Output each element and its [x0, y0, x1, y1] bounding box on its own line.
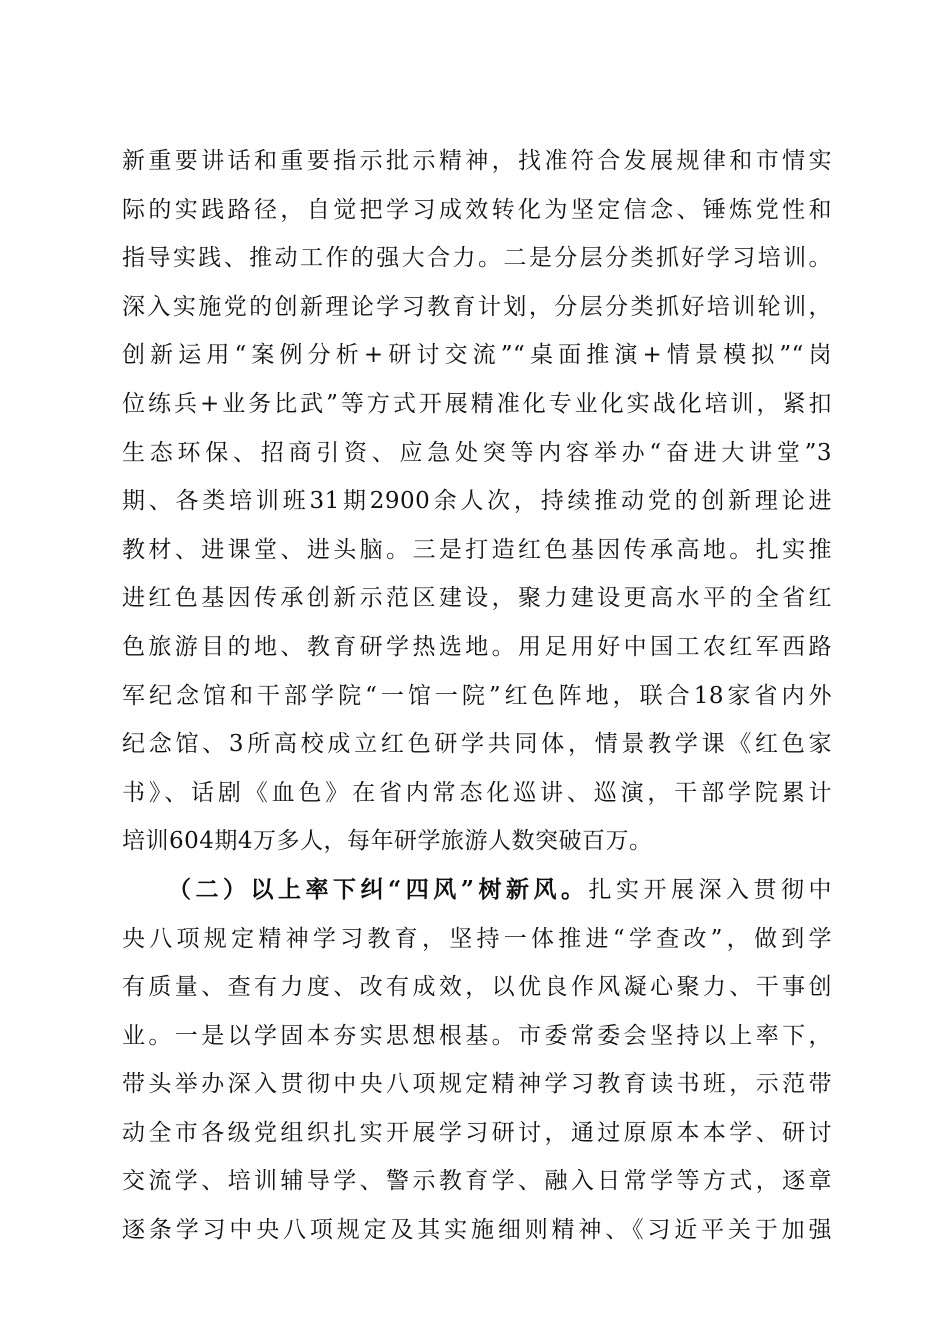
paragraph-line: 业。一是以学固本夯实思想根基。市委常委会坚持以上率下， — [122, 1022, 832, 1049]
paragraph-line: 动全市各级党组织扎实开展学习研讨，通过原原本本学、研讨 — [122, 1119, 832, 1146]
document-body — [122, 137, 832, 1255]
paragraph-line: 新重要讲话和重要指示批示精神，找准符合发展规律和市情实 — [122, 148, 832, 174]
paragraph-line: 指导实践、推动工作的强大合力。二是分层分类抓好学习培训。 — [122, 245, 832, 272]
paragraph-line: 教材、进课堂、进头脑。三是打造红色基因传承高地。扎实推 — [122, 536, 832, 563]
section-2-heading: （二）以上率下纠“四风”树新风。 — [168, 875, 589, 903]
paragraph-line: 色旅游目的地、教育研学热选地。用足用好中国工农红军西路 — [122, 633, 832, 660]
paragraph-line: 培训604期4万多人，每年研学旅游人数突破百万。 — [122, 828, 653, 855]
paragraph-line: 纪念馆、3所高校成立红色研学共同体，情景教学课《红色家 — [122, 731, 832, 758]
paragraph-line: 央八项规定精神学习教育，坚持一体推进“学查改”，做到学 — [122, 925, 832, 952]
paragraph-line: 书》、话剧《血色》在省内常态化巡讲、巡演，干部学院累计 — [122, 779, 832, 806]
paragraph-line: 交流学、培训辅导学、警示教育学、融入日常学等方式，逐章 — [122, 1168, 832, 1195]
section-2-first-line — [122, 866, 832, 915]
paragraph-line: 际的实践路径，自觉把学习成效转化为坚定信念、锤炼党性和 — [122, 196, 832, 223]
paragraph-line: 逐条学习中央八项规定及其实施细则精神、《习近平关于加强 — [122, 1217, 832, 1244]
paragraph-line: 期、各类培训班31期2900余人次，持续推动党的创新理论进 — [122, 488, 832, 515]
paragraph-line: 进红色基因传承创新示范区建设，聚力建设更高水平的全省红 — [122, 585, 832, 612]
paragraph-line: 深入实施党的创新理论学习教育计划，分层分类抓好培训轮训， — [122, 293, 832, 320]
paragraph-line: 创新运用“案例分析+研讨交流”“桌面推演+情景模拟”“岗 — [122, 342, 832, 369]
paragraph-line: 军纪念馆和干部学院“一馆一院”红色阵地，联合18家省内外 — [122, 682, 832, 709]
section-2-first-line-text: 扎实开展深入贯彻中 — [588, 876, 832, 903]
paragraph-line: 位练兵+业务比武”等方式开展精准化专业化实战化培训，紧扣 — [122, 390, 832, 417]
paragraph-line: 生态环保、招商引资、应急处突等内容举办“奋进大讲堂”3 — [122, 439, 832, 466]
paragraph-line: 带头举办深入贯彻中央八项规定精神学习教育读书班，示范带 — [122, 1071, 832, 1098]
paragraph-line: 有质量、查有力度、改有成效，以优良作风凝心聚力、干事创 — [122, 974, 832, 1001]
